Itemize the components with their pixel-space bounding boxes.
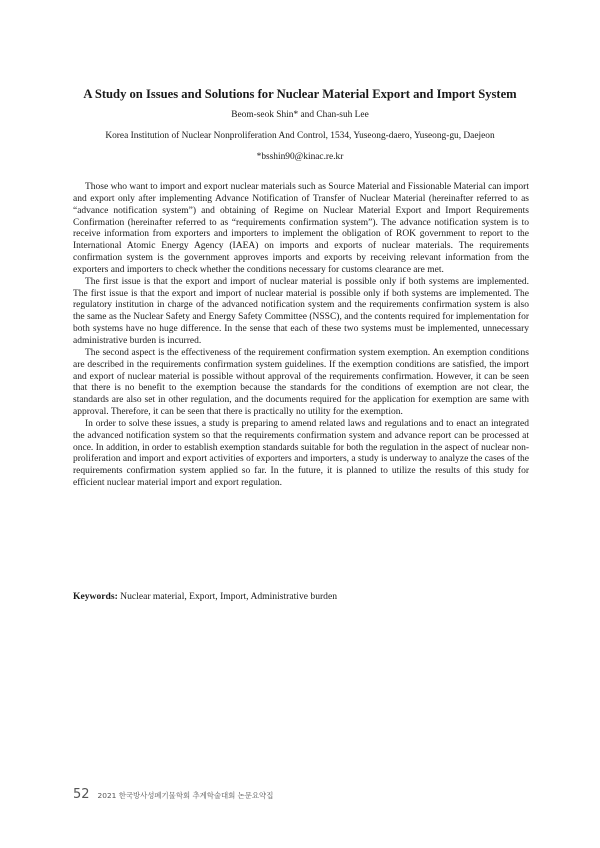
proceedings-title: 2021 한국방사성폐기물학회 추계학술대회 논문요약집 xyxy=(97,791,274,800)
abstract-paragraph: The second aspect is the effectiveness of the requirement confirmation system exemption. An exemption conditions are described in the requirements confirmation system guidelines. If the exemption conditions are satisfied, the import and export of nuclear material is possible without approval of the requirements confirmation. However, it can be seen that there is no benefit to the exemption because the standards for the conditions of exemption are not clear, the standards are also set in other regulation, and the documents required for the application for exemption are same with approval. Therefore, it can be seen that there is practically no utility for the exemption. xyxy=(73,347,529,418)
author-email: *bsshin90@kinac.re.kr xyxy=(256,152,344,162)
abstract-body xyxy=(73,182,529,490)
keywords-label: Keywords: xyxy=(73,591,118,602)
abstract-paragraph: Those who want to import and export nuclear materials such as Source Material and Fissionable Material can import and export only after implementing Advance Notification of Transfer of Nuclear Material (hereinafter referred to as “advance notification system”) and obtaining of Regime on Nuclear Material Export and Import Requirements Confirmation (hereinafter referred to as “requirements confirmation system”). The advance notification system is to receive information from exporters and importers to implement the obligation of ROK government to report to the International Atomic Energy Agency (IAEA) on imports and exports of nuclear materials. The requirements confirmation system is the government approves imports and exports by receiving relevant information from the exporters and importers to check whether the conditions necessary for customs clearance are met. xyxy=(73,182,529,275)
keywords-list: Nuclear material, Export, Import, Administrative burden xyxy=(120,591,338,602)
paper-affiliation: Korea Institution of Nuclear Nonproliferation And Control, 1534, Yuseong-daero, Yuseong-gu, Daejeon xyxy=(105,131,495,141)
abstract-paragraph: The first issue is that the export and import of nuclear material is possible only if both systems are implemented. The first issue is that the export and import of nuclear material is possible only if both systems are implemented. The regulatory institution in charge of the advanced notification system and the requirements confirmation system is also the same as the Nuclear Safety and Energy Safety Committee (NSSC), and the contents required for implementation for both systems have no huge difference. In the sense that each of these two systems must be implemented, unnecessary administrative burden is incurred. xyxy=(73,276,529,346)
page-footer xyxy=(73,787,273,802)
paper-title: A Study on Issues and Solutions for Nuclear Material Export and Import System xyxy=(83,87,517,101)
abstract-paragraph: In order to solve these issues, a study is preparing to amend related laws and regulations and to enact an integrated the advanced notification system so that the requirements confirmation system and advance report can be processed at once. In addition, in order to establish exemption standards suitable for both the regulation in the aspect of nuclear non-proliferation and import and export activities of exporters and importers, a study is underway to analyze the cases of the requirements confirmation system applied so far. In the future, it is planned to utilize the results of this study for efficient nuclear material import and export regulation. xyxy=(73,418,529,489)
page-number: 52 xyxy=(73,787,90,802)
keywords-line xyxy=(73,591,529,603)
paper-authors: Beom-seok Shin* and Chan-suh Lee xyxy=(231,110,369,120)
